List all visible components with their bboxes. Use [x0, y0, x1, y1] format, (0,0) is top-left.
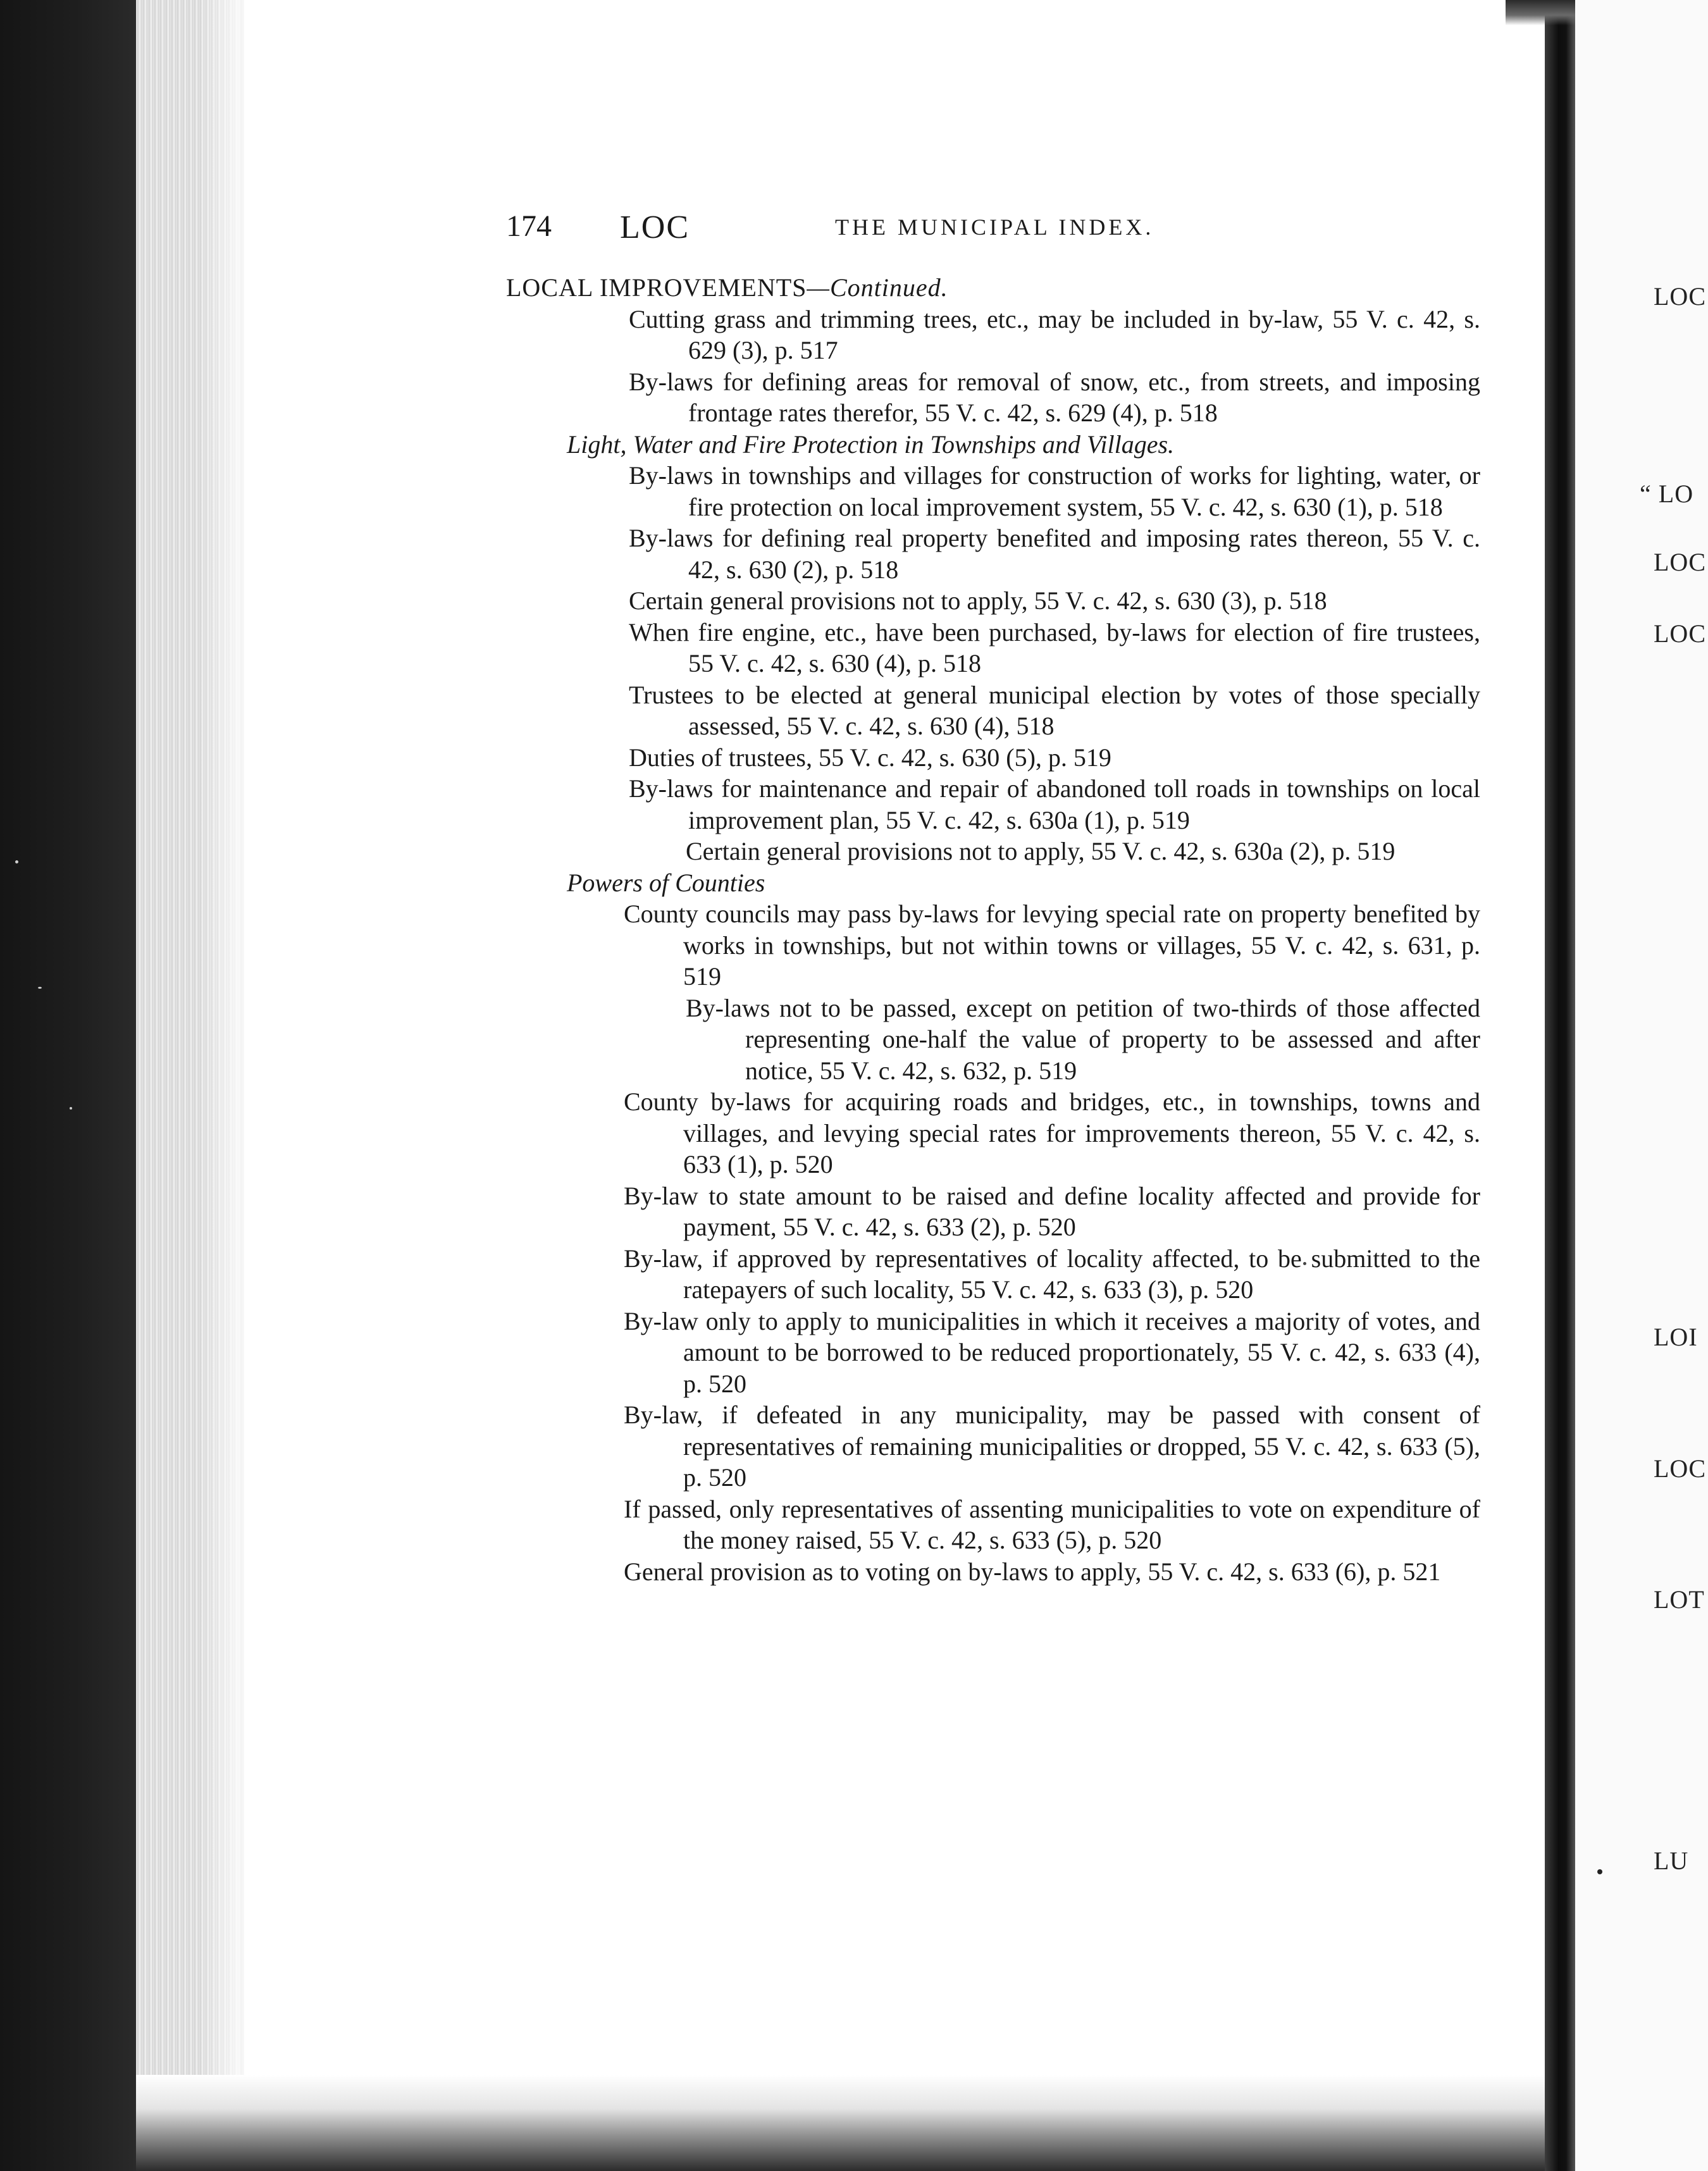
scan-speck [15, 860, 18, 863]
index-entry: By-laws in townships and villages for construction of works for lighting, water, or fire protection on local improvement system, 55 V. c. 42, s. 630 (1), p. 518 [629, 461, 1480, 521]
index-entry: By-law only to apply to municipalities in which it receives a majority of votes, and amount to be borrowed to be reduced proportionately, 55 V. c. 42, s. 633 (4), p. 520 [624, 1306, 1480, 1398]
book-page-edges [136, 0, 244, 2171]
facing-catchword: LOC [1654, 548, 1706, 576]
book-spine [1545, 0, 1575, 2171]
index-subentry: By-laws not to be passed, except on petition of two-thirds of those affected representing one-half the value of property to be assessed and after notice, 55 V. c. 42, s. 632, p. 519 [686, 993, 1480, 1085]
facing-catchword: “ LO [1640, 479, 1694, 508]
index-entry: By-laws for defining areas for removal of snow, etc., from streets, and imposing frontage rates therefor, 55 V. c. 42, s. 629 (4), p. 518 [629, 367, 1480, 427]
facing-catchword: LOC [1654, 1454, 1706, 1483]
index-entry: If passed, only representatives of assenting municipalities to vote on expenditure of the money raised, 55 V. c. 42, s. 633 (5), p. 520 [624, 1494, 1480, 1554]
facing-catchword: LOI [1654, 1323, 1698, 1351]
index-entry: County councils may pass by-laws for levying special rate on property benefited by works in townships, but not within towns or villages, 55 V. c. 42, s. 631, p. 519 [624, 900, 1480, 991]
index-entry: Duties of trustees, 55 V. c. 42, s. 630 (5), p. 519 [629, 743, 1111, 772]
scan-speck [38, 987, 42, 989]
subheading-light-water-fire: Light, Water and Fire Protection in Townships and Villages. [567, 430, 1175, 459]
index-entry: By-law, if approved by representatives of locality affected, to be submitted to the ratepayers of such locality, 55 V. c. 42, s. 633 (3), p. 520 [624, 1244, 1480, 1304]
book-bottom-edge [136, 2075, 1566, 2171]
index-subentry: Certain general provisions not to apply, 55 V. c. 42, s. 630a (2), p. 519 [686, 837, 1395, 865]
scan-speck [70, 1107, 72, 1110]
heading-continued: —Continued. [807, 273, 948, 302]
heading-main: LOCAL IMPROVEMENTS [506, 273, 807, 302]
index-entry: By-law to state amount to be raised and define locality affected and provide for payment, 55 V. c. 42, s. 633 (2), p. 520 [624, 1181, 1480, 1241]
index-entry: Trustees to be elected at general municipal election by votes of those specially assessed, 55 V. c. 42, s. 630 (4), 518 [629, 680, 1480, 740]
scan-left-margin [0, 0, 136, 2171]
index-entry: By-law, if defeated in any municipality, may be passed with consent of representatives of remaining municipalities or dropped, 55 V. c. 42, s. 633 (5), p. 520 [624, 1401, 1480, 1492]
facing-catchword: LOT [1654, 1585, 1705, 1614]
scan-speck [1597, 1869, 1602, 1874]
index-entry: County by-laws for acquiring roads and bridges, etc., in townships, towns and villages, and levying special rates for improvements thereon, 55 V. c. 42, s. 633 (1), p. 520 [624, 1087, 1480, 1178]
index-entry: General provision as to voting on by-laws to apply, 55 V. c. 42, s. 633 (6), p. 521 [624, 1557, 1441, 1586]
facing-catchword: LU [1654, 1846, 1689, 1875]
index-entry: Cutting grass and trimming trees, etc., may be included in by-law, 55 V. c. 42, s. 629 (3), p. 517 [629, 304, 1480, 364]
index-entry: By-laws for maintenance and repair of abandoned toll roads in townships on local improvement plan, 55 V. c. 42, s. 630a (1), p. 519 [629, 774, 1480, 834]
facing-catchword: LOC [1654, 282, 1706, 311]
index-entry: When fire engine, etc., have been purchased, by-laws for election of fire trustees, 55 V. c. 42, s. 630 (4), p. 518 [629, 617, 1480, 677]
facing-catchword: LOC [1654, 619, 1706, 648]
index-entry: Certain general provisions not to apply, 55 V. c. 42, s. 630 (3), p. 518 [629, 586, 1327, 615]
index-entry: By-laws for defining real property benefited and imposing rates thereon, 55 V. c. 42, s. 630 (2), p. 518 [629, 524, 1480, 584]
page-number: 174 [506, 209, 552, 243]
index-body [506, 272, 1480, 1587]
subheading-powers-of-counties: Powers of Counties [567, 868, 765, 897]
book-title: THE MUNICIPAL INDEX. [835, 214, 1154, 240]
section-heading [506, 272, 1480, 304]
guide-word: LOC [620, 209, 690, 245]
